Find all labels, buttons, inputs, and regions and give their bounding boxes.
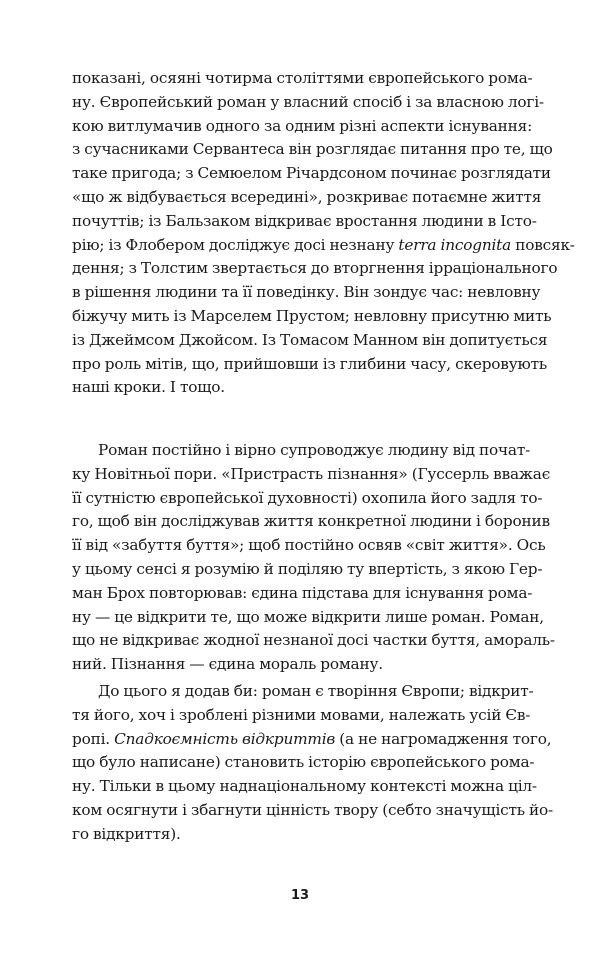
page-number: 13 <box>290 888 310 903</box>
text-segment: її від «забуття буття»; щоб постійно освяв «світ життя». Ось <box>72 536 546 555</box>
text-segment: наші кроки. І тощо. <box>72 378 225 397</box>
text-line <box>72 510 550 534</box>
text-line <box>72 376 524 400</box>
italic-text: terra incognita <box>398 235 512 254</box>
text-segment: «що ж відбувається всередині», розкриває потаємне життя <box>72 187 542 206</box>
text-line <box>72 680 534 704</box>
text-line <box>72 91 544 115</box>
text-line <box>72 728 552 752</box>
text-line <box>72 353 548 377</box>
text-segment: її сутністю європейської духовності) охопила його задля то- <box>72 488 543 507</box>
text-line <box>72 115 533 139</box>
paragraph-1 <box>72 67 575 400</box>
text-line <box>72 329 548 353</box>
text-line <box>72 281 541 305</box>
text-line <box>72 138 553 162</box>
text-segment: у цьому сенсі я розумію й поділяю ту впертість, з якою Гер- <box>72 559 543 578</box>
text-line <box>72 751 535 775</box>
text-segment: про роль мітів, що, прийшовши із глибини часу, скеровують <box>72 354 548 373</box>
text-line <box>72 439 531 463</box>
text-segment: тя його, хоч і зроблені різними мовами, належать усій Єв- <box>72 705 531 724</box>
text-line <box>72 257 558 281</box>
text-line <box>72 305 552 329</box>
text-segment: ком осягнути і збагнути цінність твору (себто значущість йо- <box>72 800 554 819</box>
text-line <box>72 534 546 558</box>
text-line <box>72 823 524 847</box>
text-line <box>72 704 531 728</box>
text-segment: ний. Пізнання — єдина мораль роману. <box>72 655 383 674</box>
text-line <box>72 653 524 677</box>
italic-text: Спадкоємність відкриттів <box>114 729 336 748</box>
text-line <box>72 582 533 606</box>
text-segment: Роман постійно і вірно супроводжує людину від почат- <box>98 441 531 459</box>
text-segment: До цього я додав би: роман є творіння Європи; відкрит- <box>98 682 534 700</box>
text-segment: (а не нагромадження того, <box>335 729 552 748</box>
text-line <box>72 210 537 234</box>
text-segment: ман Брох повторював: єдина підстава для існування рома- <box>72 583 533 602</box>
text-line <box>72 629 555 653</box>
text-segment: ну. Тільки в цьому наднаціональному контексті можна ціл- <box>72 777 537 796</box>
text-segment: го, щоб він досліджував життя конкретної людини і боронив <box>72 512 550 531</box>
text-segment: ропі. <box>72 729 115 748</box>
paragraph-3 <box>72 680 554 847</box>
text-line <box>72 606 544 630</box>
text-segment: кою витлумачив одного за одним різні аспекти існування: <box>72 116 533 135</box>
text-line <box>72 234 575 258</box>
text-segment: ну. Європейський роман у власний спосіб і за власною логі- <box>72 92 544 111</box>
text-segment: почуттів; із Бальзаком відкриває вростання людини в Істо- <box>72 211 537 230</box>
text-segment: із Джеймсом Джойсом. Із Томасом Манном він допитується <box>72 330 548 349</box>
text-segment: з сучасниками Сервантеса він розглядає питання про те, що <box>72 140 553 159</box>
text-line <box>72 186 542 210</box>
paragraph-2 <box>72 439 555 677</box>
text-segment: в рішення людини та її поведінку. Він зондує час: невловну <box>72 283 541 302</box>
text-segment: ку Новітньої пори. «Пристрасть пізнання» (Гуссерль вважає <box>72 464 551 483</box>
text-line <box>72 67 533 91</box>
text-segment: таке пригода; з Семюелом Річардсоном починає розглядати <box>72 164 551 183</box>
text-line <box>72 558 543 582</box>
text-segment: повсяк- <box>511 235 575 254</box>
text-segment: що не відкриває жодної незнаної досі частки буття, амораль- <box>72 631 555 650</box>
text-segment: дення; з Толстим звертається до вторгнення ірраціонального <box>72 259 558 278</box>
text-line <box>72 775 537 799</box>
text-segment: показані, осяяні чотирма століттями європейського рома- <box>72 69 533 87</box>
text-segment: го відкриття). <box>72 824 181 843</box>
text-segment: що було написане) становить історію європейського рома- <box>72 753 535 772</box>
text-segment: біжучу мить із Марселем Прустом; невловну присутню мить <box>72 306 552 325</box>
text-line <box>72 162 551 186</box>
text-segment: ну — це відкрити те, що може відкрити лише роман. Роман, <box>72 607 544 626</box>
text-line <box>72 799 554 823</box>
text-line <box>72 487 543 511</box>
text-segment: рію; із Флобером досліджує досі незнану <box>72 235 399 254</box>
text-line <box>72 463 551 487</box>
